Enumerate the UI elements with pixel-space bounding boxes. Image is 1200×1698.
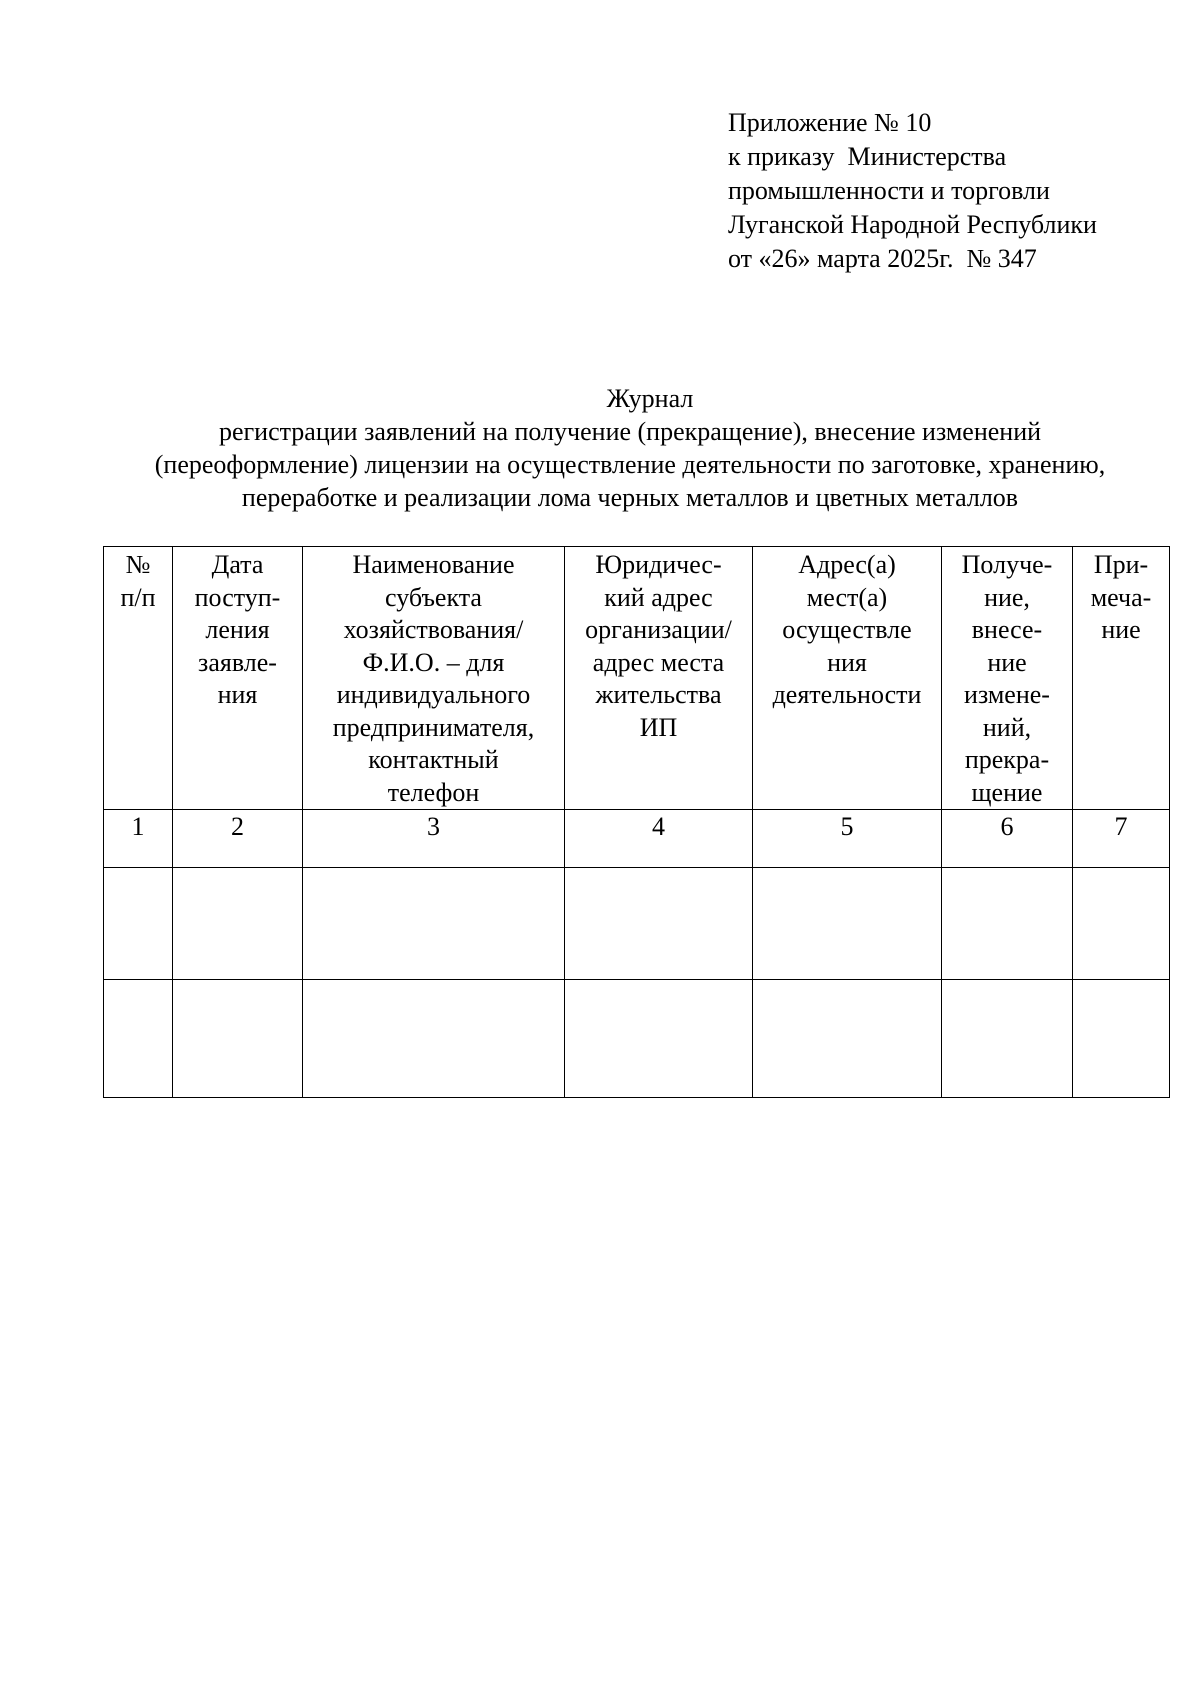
column-number-cell: 6 [942, 810, 1073, 868]
appendix-line: Луганской Народной Республики [728, 210, 1097, 239]
column-number-cell: 3 [303, 810, 565, 868]
appendix-line: Приложение № 10 [728, 108, 932, 137]
column-number-cell: 1 [104, 810, 173, 868]
empty-cell [942, 868, 1073, 980]
header-label: № п/п [120, 550, 156, 612]
empty-cell [173, 868, 303, 980]
header-label: Юридичес- кий адрес организации/ адрес места жительства ИП [585, 550, 732, 742]
title-line: (переоформление) лицензии на осуществление деятельности по заготовке, хранению, [154, 450, 1106, 479]
title-line: регистрации заявлений на получение (прекращение), внесение изменений [218, 417, 1042, 446]
header-label: Получе- ние, внесе- ние измене- ний, прекра- щение [961, 550, 1053, 807]
header-label: Наименование субъекта хозяйствования/ Ф.И.О. – для индивидуального предпринимателя, контактный телефон [332, 550, 535, 807]
column-number-cell: 5 [753, 810, 942, 868]
title-line: переработке и реализации лома черных металлов и цветных металлов [241, 483, 1019, 512]
header-label: Адрес(а) мест(а) осуществле ния деятельности [772, 550, 922, 709]
column-number-cell: 7 [1073, 810, 1170, 868]
empty-cell [942, 980, 1073, 1098]
header-label: При- меча- ние [1090, 550, 1152, 644]
table-row [104, 980, 1170, 1098]
title-main: Журнал [606, 384, 694, 413]
empty-cell [303, 868, 565, 980]
appendix-line: к приказу Министерства [728, 142, 1007, 171]
appendix-line: от «26» марта 2025г. № 347 [728, 244, 1037, 273]
journal-table [103, 546, 1170, 1098]
header-cell-number [104, 547, 173, 810]
header-cell-entity-name [303, 547, 565, 810]
table-column-number-row [104, 810, 1170, 868]
empty-cell [104, 868, 173, 980]
table-header-row [104, 547, 1170, 810]
header-cell-action [942, 547, 1073, 810]
header-cell-date [173, 547, 303, 810]
empty-cell [1073, 868, 1170, 980]
empty-cell [565, 980, 753, 1098]
empty-cell [753, 868, 942, 980]
empty-cell [565, 868, 753, 980]
empty-cell [173, 980, 303, 1098]
header-cell-activity-address [753, 547, 942, 810]
header-cell-legal-address [565, 547, 753, 810]
appendix-line: промышленности и торговли [728, 176, 1050, 205]
table-row [104, 868, 1170, 980]
empty-cell [1073, 980, 1170, 1098]
header-label: Дата поступ- ления заявле- ния [194, 550, 281, 709]
appendix-block [728, 106, 1097, 276]
document-title [100, 382, 1160, 514]
header-cell-note [1073, 547, 1170, 810]
column-number-cell: 2 [173, 810, 303, 868]
empty-cell [303, 980, 565, 1098]
column-number-cell: 4 [565, 810, 753, 868]
empty-cell [104, 980, 173, 1098]
empty-cell [753, 980, 942, 1098]
